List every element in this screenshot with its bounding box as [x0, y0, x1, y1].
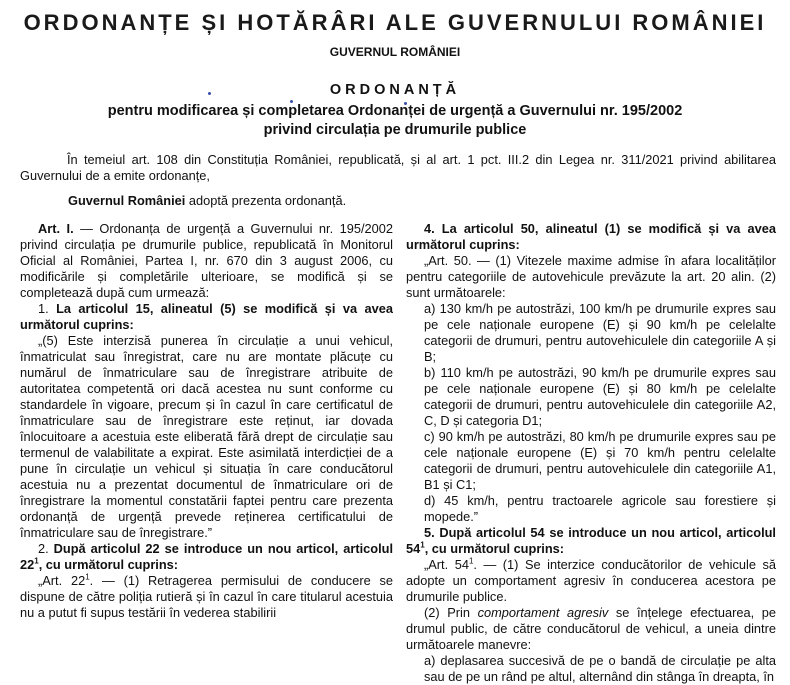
point-5-title-end: , cu următorul cuprins: [424, 541, 565, 556]
gazette-section-title: ORDONANȚE ȘI HOTĂRÂRI ALE GUVERNULUI ROMÂNIEI [23, 10, 767, 35]
par2-end: se înțelege efectuarea, pe drumul public, de către conducătorul de vehicul, a uneia dintre următoarele manevre: [406, 605, 776, 652]
point-5-heading [406, 525, 776, 557]
right-column [406, 221, 776, 685]
point-1-body: „(5) Este interzisă punerea în circulație a unui vehicul, înmatriculat sau înregistrat, care nu are montate plăcuțe cu numărul de înmatriculare sau de înregistrare atribuite de autoritatea competentă ori dacă acestea nu sunt conforme cu standardele în vigoare, precum și în cazul în care certificatul de înmatriculare sau de înregistrare este reținut, iar dovada înlocuitoare a acestuia este eliberată fără drept de circulație sau termenul de valabilitate a expirat. Este asimilată interdicției de a pune în circulație un vehicul și situația în care conducătorul acestuia nu a prezentat documentul de înmatriculare ori de înregistrare la momentul constatării faptei pentru care prezenta ordonanță de urgență prevede reținerea certificatului de înmatriculare sau de înregistrare.” [20, 333, 393, 540]
article-22-1-label: „Art. 22 [38, 573, 86, 588]
document-subtitle-line2: privind circulația pe drumurile publice [263, 122, 527, 138]
point-4-heading: 4. La articolul 50, alineatul (1) se modifică și va avea următorul cuprins: [406, 221, 776, 252]
article-54-1-text: . — (1) Se interzice conducătorilor de vehicule să adopte un comportament agresiv în conducerea acestora pe drumurile publice. [406, 557, 776, 604]
speed-item-b: b) 110 km/h pe autostrăzi, 90 km/h pe drumurile expres sau pe cele naționale europene (E) și 80 km/h pe celelalte categorii de drumuri, pentru autovehiculele din categoriile A2, C, D și categoria D1; [424, 365, 776, 428]
document-type: ORDONANȚĂ [329, 82, 461, 98]
par2-start: (2) Prin [424, 605, 478, 620]
issuer-name: GUVERNUL ROMÂNIEI [329, 45, 461, 59]
article-1-intro [20, 221, 393, 301]
point-2-number: 2. [38, 541, 54, 556]
article-1-label: Art. I. [38, 221, 74, 236]
point-1-title: La articolul 15, alineatul (5) se modifică și va avea următorul cuprins: [20, 301, 393, 332]
speed-item-d: d) 45 km/h, pentru tractoarele agricole sau forestiere și mopede.” [424, 493, 776, 524]
superscript: 1 [468, 556, 474, 566]
speed-item-a: a) 130 km/h pe autostrăzi, 100 km/h pe drumurile expres sau pe cele naționale europene (E) și 90 km/h pe celelalte categorii de drumuri, pentru autovehiculele din categoriile A și B; [424, 301, 776, 364]
adoption-statement [68, 193, 768, 209]
preamble: În temeiul art. 108 din Constituția României, republicată, și al art. 1 pct. III.2 din Legea nr. 311/2021 privind abilitarea Guvernului de a emite ordonanțe, [20, 152, 776, 183]
point-2-title-end: , cu următorul cuprins: [38, 557, 179, 572]
defined-term: comportament agresiv [477, 605, 609, 620]
point-2-title-text: După articolul 22 se introduce un nou articol, articolul 22 [20, 541, 393, 572]
article-22-1-text: . — (1) Retragerea permisului de conducere se dispune de către poliția rutieră și în cazul în care titularul acestuia nu a putut fi supus testării în vederea stabilirii [20, 573, 393, 620]
document-subtitle-line1: pentru modificarea și completarea Ordonanței de urgență a Guvernului nr. 195/2002 [107, 103, 683, 119]
article-54-1-par2 [406, 605, 776, 653]
maneuver-item-a: a) deplasarea succesivă de pe o bandă de circulație pe alta sau de pe un rând pe altul, alternând din stânga în dreapta, în [424, 653, 776, 684]
adopting-body: Guvernul României [68, 193, 186, 208]
superscript: 1 [85, 572, 90, 582]
adoption-text: adoptă prezenta ordonanță. [185, 193, 347, 208]
article-54-1-label: „Art. 54 [424, 557, 469, 572]
article-1-text: — Ordonanța de urgență a Guvernului nr. 195/2002 privind circulația pe drumurile publice, republicată în Monitorul Oficial al României, Partea I, nr. 670 din 3 august 2006, cu modificările și completările ulterioare, se modifică și se completează după cum urmează: [20, 221, 393, 300]
point-2-heading [20, 541, 393, 573]
superscript: 1 [420, 540, 425, 550]
point-2-body [20, 573, 393, 621]
speed-item-c: c) 90 km/h pe autostrăzi, 80 km/h pe drumurile expres sau pe cele naționale europene (E) și 70 km/h pentru celelalte categorii de drumuri, pentru autovehiculele din categoriile A1, B1 și C1; [424, 429, 776, 492]
point-2-title [20, 541, 393, 572]
left-column [20, 221, 393, 621]
point-1-number: 1. [38, 301, 57, 316]
superscript: 1 [34, 556, 39, 566]
article-54-1-par1 [406, 557, 776, 605]
point-5-title-text: 5. După articolul 54 se introduce un nou articol, articolul 54 [406, 525, 776, 556]
point-1-heading [20, 301, 393, 333]
article-50-intro: „Art. 50. — (1) Vitezele maxime admise în afara localităților pentru categoriile de autovehicule prevăzute la art. 20 alin. (2) sunt următoarele: [406, 253, 776, 300]
